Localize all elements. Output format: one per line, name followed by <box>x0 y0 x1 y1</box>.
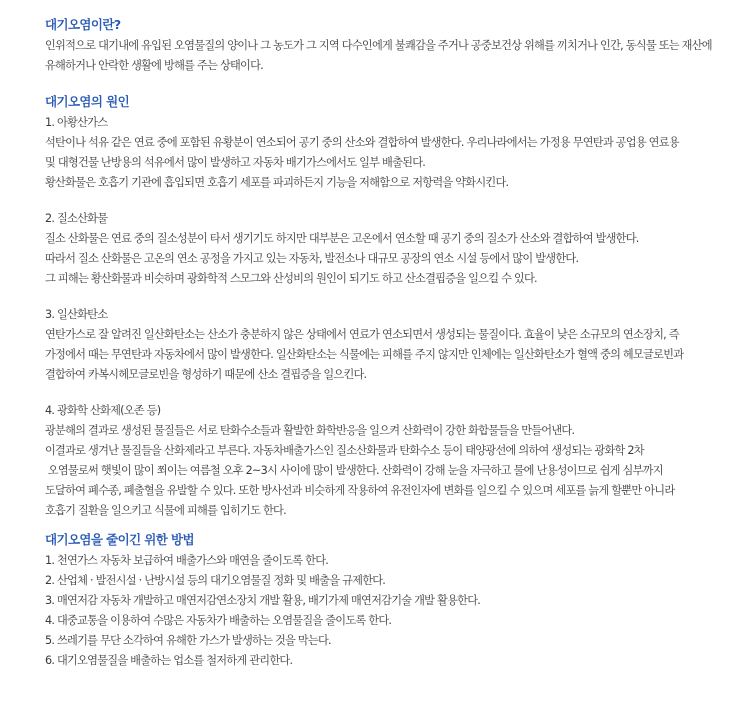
section-title-definition: 대기오염이란? <box>45 17 121 32</box>
cause-item-carbon-monoxide <box>45 305 724 385</box>
cause-heading: 3. 일산화탄소 <box>45 308 108 321</box>
reduction-item: 1. 천연가스 자동차 보급하여 배출가스와 매연을 줄이도록 한다. <box>45 554 329 567</box>
section-title-causes: 대기오염의 원인 <box>45 94 130 109</box>
cause-line: 도달하여 폐수종, 폐출혈을 유발할 수 있다. 또한 방사선과 비슷하게 작용하여 유전인자에 변화를 일으킬 수 있으며 세포를 늙게 할뿐만 아니라 <box>45 484 675 497</box>
reduction-section <box>45 531 724 671</box>
reduction-item: 3. 매연저감 자동차 개발하고 매연저감연소장치 개발 활용, 배기가제 매연저감기술 개발 활용한다. <box>45 594 481 607</box>
cause-heading: 4. 광화학 산화제(오존 등) <box>45 404 161 417</box>
definition-line: 인위적으로 대기내에 유입된 오염물질의 양이나 그 농도가 그 지역 다수인에게 불쾌감을 주거나 공중보건상 위해를 끼치거나 인간, 동식물 또는 재산에 <box>45 39 712 52</box>
cause-line: 연탄가스로 잘 알려진 일산화탄소는 산소가 충분하지 않은 상태에서 연료가 연소되면서 생성되는 물질이다. 효율이 낮은 소규모의 연소장치, 즉 <box>45 328 679 341</box>
cause-line: 그 피해는 황산화물과 비슷하며 광화학적 스모그와 산성비의 원인이 되기도 하고 산소결핍증을 일으킬 수 있다. <box>45 272 537 285</box>
cause-line: 황산화물은 호흡기 기관에 흡입되면 호흡기 세포를 파괴하든지 기능을 저해함으로 저항력을 약화시킨다. <box>45 176 509 189</box>
section-title-reduction: 대기오염을 줄이긴 위한 방법 <box>45 532 194 547</box>
cause-item-nitrogen-oxides <box>45 209 724 289</box>
cause-heading: 1. 아황산가스 <box>45 116 108 129</box>
cause-item-sulfur-dioxide <box>45 113 724 193</box>
reduction-item: 5. 쓰레기를 무단 소각하여 유해한 가스가 발생하는 것을 막는다. <box>45 634 331 647</box>
reduction-item: 6. 대기오염물질을 배출하는 업소를 철저하게 관리한다. <box>45 654 293 667</box>
cause-item-photochemical-oxidants <box>45 401 724 521</box>
cause-line: 가정에서 때는 무연탄과 자동차에서 많이 발생한다. 일산화탄소는 식물에는 피해를 주지 않지만 인체에는 일산화탄소가 혈액 중의 헤모글로빈과 <box>45 348 684 361</box>
reduction-item: 2. 산업체 · 발전시설 · 난방시설 등의 대기오염물질 정화 및 배출을 규제한다. <box>45 574 386 587</box>
reduction-item: 4. 대중교통을 이용하여 수많은 자동차가 배출하는 오염물질을 줄이도록 한다. <box>45 614 392 627</box>
cause-line: 질소 산화물은 연료 중의 질소성분이 타서 생기기도 하지만 대부분은 고온에서 연소할 때 공기 중의 질소가 산소와 결합하여 발생한다. <box>45 232 639 245</box>
cause-line: 오염물로써 햇빛이 많이 쬐이는 여름철 오후 2~3시 사이에 많이 발생한다. 산화력이 강해 눈을 자극하고 물에 난용성이므로 쉽게 심부까지 <box>45 464 663 477</box>
definition-section <box>45 16 724 76</box>
cause-line: 결합하여 카복시헤모글로빈을 형성하기 때문에 산소 결핍증을 일으킨다. <box>45 368 367 381</box>
causes-section <box>45 93 724 521</box>
cause-line: 광분해의 결과로 생성된 물질들은 서로 탄화수소들과 활발한 화학반응을 일으켜 산화력이 강한 화합물들을 만들어낸다. <box>45 424 575 437</box>
cause-line: 호흡기 질환을 일으키고 식물에 피해를 입히기도 한다. <box>45 504 286 517</box>
cause-line: 석탄이나 석유 같은 연료 중에 포함된 유황분이 연소되어 공기 중의 산소와 결합하여 발생한다. 우리나라에서는 가정용 무연탄과 공업용 연료용 <box>45 136 679 149</box>
definition-line: 유해하거나 안락한 생활에 방해를 주는 상태이다. <box>45 59 263 72</box>
cause-line: 이결과로 생겨난 물질들을 산화제라고 부른다. 자동차배출가스인 질소산화물과 탄화수소 등이 태양광선에 의하여 생성되는 광화학 2차 <box>45 444 644 457</box>
cause-line: 따라서 질소 산화물은 고온의 연소 공정을 가지고 있는 자동차, 발전소나 대규모 공장의 연소 시설 등에서 많이 발생한다. <box>45 252 579 265</box>
cause-line: 및 대형건물 난방용의 석유에서 많이 발생하고 자동차 배기가스에서도 일부 배출된다. <box>45 156 426 169</box>
cause-heading: 2. 질소산화물 <box>45 212 108 225</box>
